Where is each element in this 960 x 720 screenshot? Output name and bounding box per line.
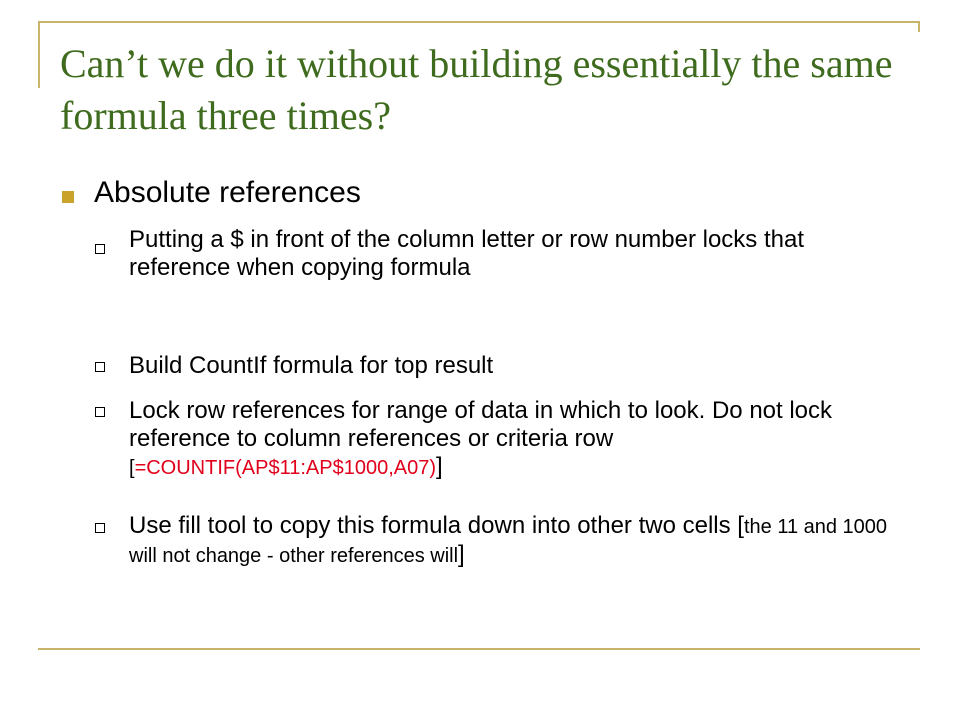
note-text: the 11 and 1000 will not change - other references will (129, 516, 888, 567)
subbullet-dollar-lock: Putting a $ in front of the column letter or row number locks that reference when copying formula (129, 226, 804, 281)
left-rule (38, 22, 40, 88)
formula-bracket-open: [ (129, 457, 135, 479)
formula-bracket-close: ] (436, 453, 443, 480)
hollow-square-bullet-icon (95, 523, 105, 533)
subbullet-build-countif: Build CountIf formula for top result (129, 352, 494, 379)
subbullet-lock-rows (129, 397, 889, 482)
bullet-absolute-references: Absolute references (94, 176, 361, 209)
bottom-rule (38, 648, 920, 650)
top-rule (38, 21, 920, 23)
square-bullet-icon (62, 191, 74, 203)
hollow-square-bullet-icon (95, 407, 105, 417)
subbullet-lock-rows-text: Lock row references for range of data in which to look. Do not lock reference to column references or criteria row (129, 397, 833, 452)
right-rule (918, 22, 920, 32)
note-bracket-close: ] (458, 541, 465, 568)
hollow-square-bullet-icon (95, 244, 105, 254)
formula-text: =COUNTIF(AP$11:AP$1000,A07) (134, 457, 436, 479)
subbullet-fill-tool-text: Use fill tool to copy this formula down into other two cells (129, 512, 738, 539)
slide-title: Can’t we do it without building essentially the same formula three times? (60, 41, 893, 138)
note-bracket-open: [ (737, 512, 744, 539)
hollow-square-bullet-icon (95, 362, 105, 372)
subbullet-fill-tool (129, 512, 889, 570)
